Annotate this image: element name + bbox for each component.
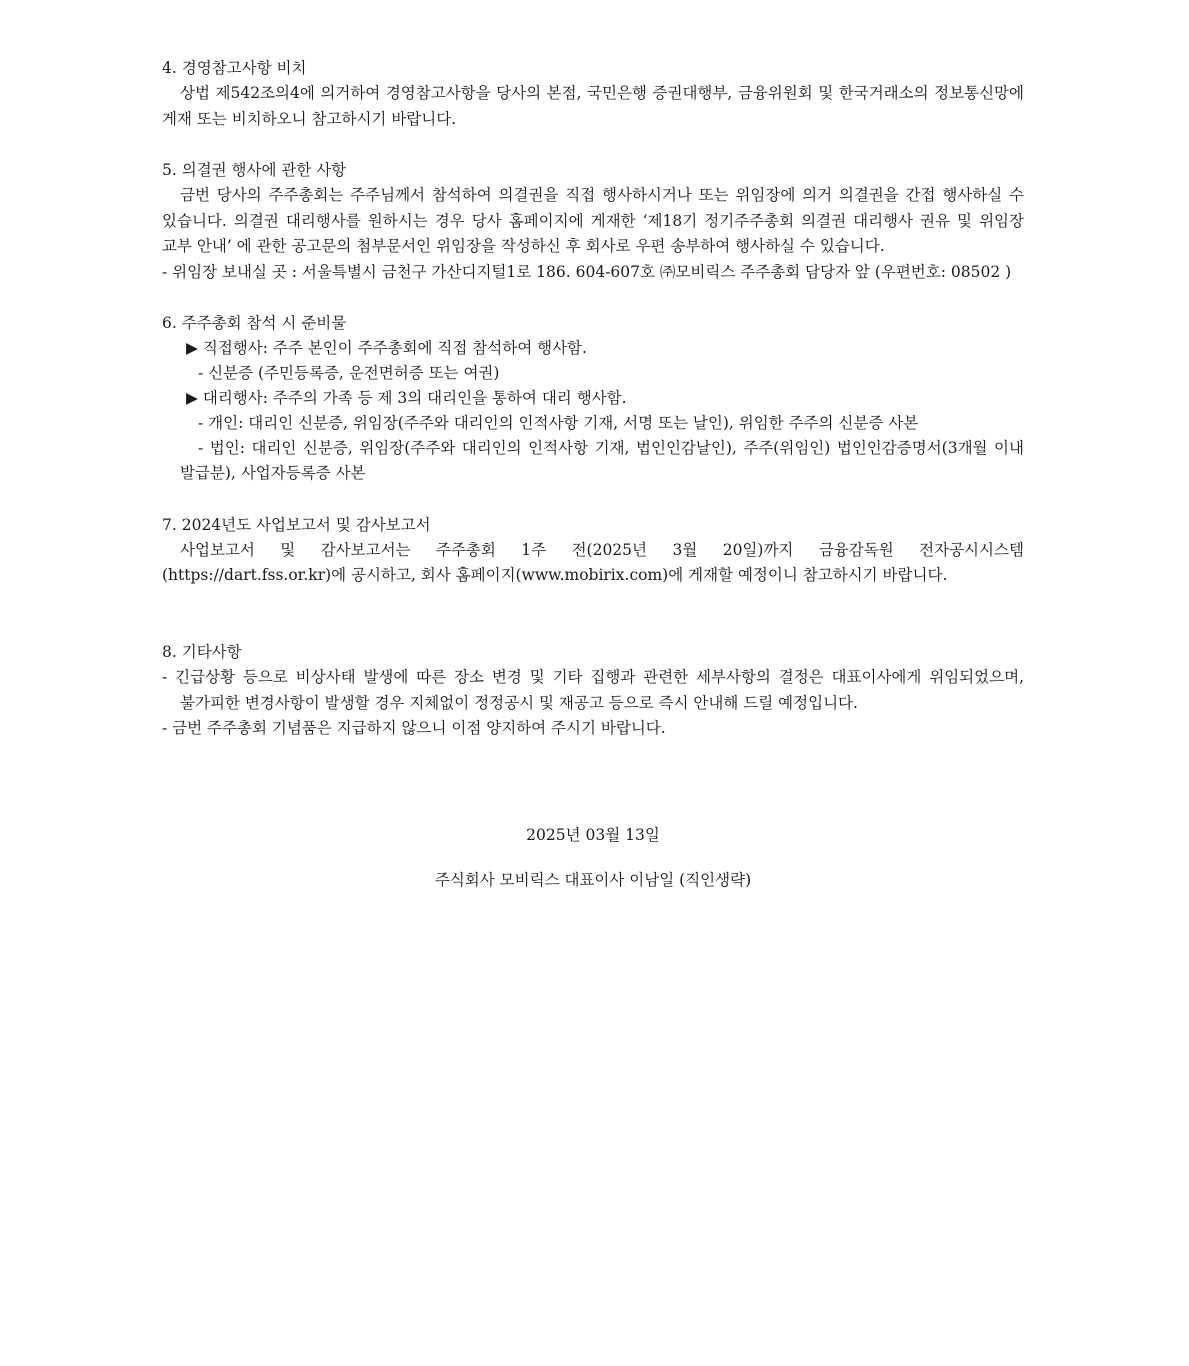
- notice-document: [162, 56, 1024, 893]
- company-signature: 주식회사 모비릭스 대표이사 이남일 (직인생략): [434, 871, 752, 889]
- word: 전자공시시스템: [919, 540, 1024, 559]
- proxy-mailing-address: - 위임장 보내실 곳 : 서울특별시 금천구 가산디지털1로 186. 604-607호 ㈜모비릭스 주주총회 담당자 앞 (우편번호: 08502 ): [162, 262, 1012, 281]
- proxy-individual-requirement: - 개인: 대리인 신분증, 위임장(주주와 대리인의 인적사항 기재, 서명 또는 날인), 위임한 주주의 신분증 사본: [198, 413, 919, 432]
- section-heading: 6. 주주총회 참석 시 준비물: [162, 313, 347, 332]
- section-body: 금번 당사의 주주총회는 주주님께서 참석하여 의결권을 직접 행사하시거나 또는 위임장에 의거 의결권을 간접 행사하실 수 있습니다. 의결권 대리행사를 원하시는 경우 당사 홈페이지에 게재한 ‘제18기 정기주주총회 의결권 대리행사 권유 및 위임장 교부 안내’ 에 관한 공고문의 첨부문서인 위임장을 작성하신 후 회사로 우편 송부하여 행사하실 수 있습니다.: [162, 186, 1024, 255]
- direct-exercise-item: ▶ 직접행사: 주주 본인이 주주총회에 직접 참석하여 행사함.: [186, 338, 587, 357]
- word: 감사보고서는: [320, 540, 411, 559]
- section-heading: 8. 기타사항: [162, 643, 242, 661]
- section-body: 상법 제542조의4에 의거하여 경영참고사항을 당사의 본점, 국민은행 증권대행부, 금융위원회 및 한국거래소의 정보통신망에 게재 또는 비치하오니 참고하시기 바랍니다.: [162, 84, 1024, 128]
- word: 3월: [672, 540, 698, 559]
- direct-id-requirement: - 신분증 (주민등록증, 운전면허증 또는 여권): [198, 363, 500, 382]
- section-heading: 4. 경영참고사항 비치: [162, 59, 307, 77]
- section-body-line2: (https://dart.fss.or.kr)에 공시하고, 회사 홈페이지(www.mobirix.com)에 게재할 예정이니 참고하시기 바랍니다.: [162, 566, 948, 584]
- emergency-notice-item: - 긴급상황 등으로 비상사태 발생에 따른 장소 변경 및 기타 집행과 관련한 세부사항의 결정은 대표이사에게 위임되었으며, 불가피한 변경사항이 발생할 경우 지체없이 정정공시 및 재공고 등으로 즉시 안내해 드릴 예정입니다.: [162, 668, 1024, 712]
- section-body-line1: [162, 538, 1024, 564]
- section-attendance-requirements: [162, 311, 1024, 487]
- section-miscellaneous: [162, 640, 1024, 741]
- section-heading: 7. 2024년도 사업보고서 및 감사보고서: [162, 515, 431, 534]
- word: 전(2025년: [571, 540, 648, 559]
- proxy-corporate-requirement: - 법인: 대리인 신분증, 위임장(주주와 대리인의 인적사항 기재, 법인인감날인), 주주(위임인) 법인인감증명서(3개월 이내 발급분), 사업자등록증 사본: [180, 438, 1024, 482]
- word: 20일)까지: [722, 540, 794, 559]
- word: 및: [280, 540, 296, 559]
- word: 사업보고서: [180, 540, 255, 559]
- section-management-reference: [162, 56, 1024, 132]
- souvenir-notice-item: - 금번 주주총회 기념품은 지급하지 않으니 이점 양지하여 주시기 바랍니다.: [162, 719, 666, 737]
- notice-date: 2025년 03월 13일: [526, 826, 660, 844]
- word: 1주: [521, 540, 547, 559]
- word: 금융감독원: [818, 540, 894, 559]
- section-voting-rights: [162, 158, 1024, 285]
- section-business-report: [162, 513, 1024, 589]
- proxy-exercise-item: ▶ 대리행사: 주주의 가족 등 제 3의 대리인을 통하여 대리 행사함.: [186, 388, 627, 407]
- section-heading: 5. 의결권 행사에 관한 사항: [162, 161, 347, 179]
- word: 주주총회: [435, 540, 496, 559]
